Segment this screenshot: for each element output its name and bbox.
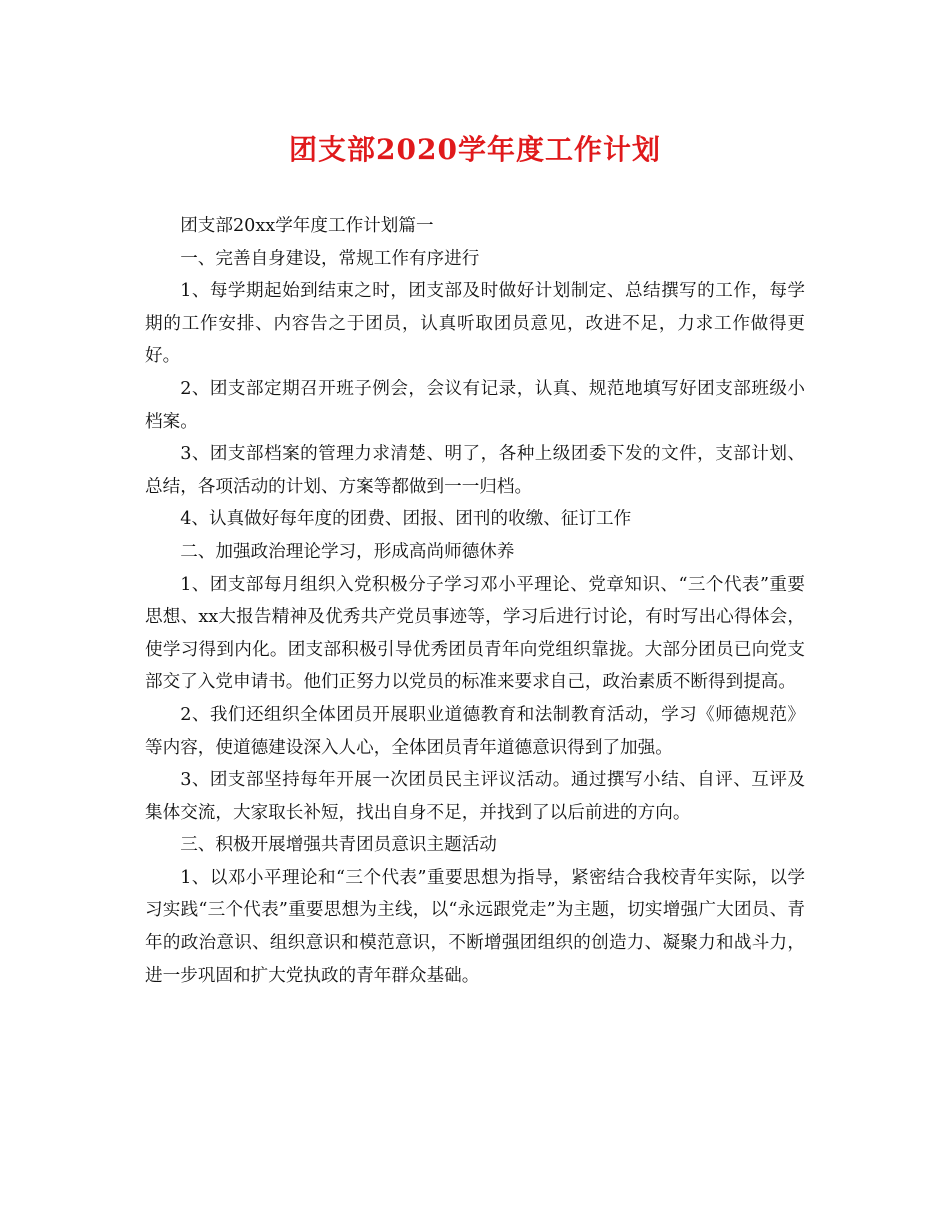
section-heading: 一、完善自身建设，常规工作有序进行 bbox=[180, 248, 480, 269]
section-heading: 二、加强政治理论学习，形成高尚师德休养 bbox=[180, 541, 515, 562]
paragraph: 1、团支部每月组织入党积极分子学习邓小平理论、党章知识、“三个代表”重要思想、xx大报告精神及优秀共产党员事迹等，学习后进行讨论，有时写出心得体会，使学习得到内化。团支部积极引导优秀团员青年向党组织靠拢。大部分团员已向党支部交了入党申请书。他们正努力以党员的标准来要求自己，政治素质不断得到提高。 bbox=[145, 574, 805, 693]
paragraph: 3、团支部坚持每年开展一次团员民主评议活动。通过撰写小结、自评、互评及集体交流，大家取长补短，找出自身不足，并找到了以后前进的方向。 bbox=[145, 770, 805, 823]
paragraph: 1、每学期起始到结束之时，团支部及时做好计划制定、总结撰写的工作，每学期的工作安排、内容告之于团员，认真听取团员意见，改进不足，力求工作做得更好。 bbox=[145, 281, 805, 367]
paragraph: 2、我们还组织全体团员开展职业道德教育和法制教育活动，学习《师德规范》等内容，使道德建设深入人心，全体团员青年道德意识得到了加强。 bbox=[145, 704, 805, 758]
paragraph: 3、团支部档案的管理力求清楚、明了，各种上级团委下发的文件，支部计划、总结，各项活动的计划、方案等都做到一一归档。 bbox=[145, 444, 805, 497]
paragraph: 团支部20xx学年度工作计划篇一 bbox=[180, 216, 434, 236]
document-body bbox=[145, 210, 805, 992]
section-heading: 三、积极开展增强共青团员意识主题活动 bbox=[180, 835, 497, 856]
document-title: 团支部2020学年度工作计划 bbox=[289, 133, 661, 166]
paragraph: 1、以邓小平理论和“三个代表”重要思想为指导，紧密结合我校青年实际，以学习实践“三个代表”重要思想为主线，以“永远跟党走”为主题，切实增强广大团员、青年的政治意识、组织意识和模范意识，不断增强团组织的创造力、凝聚力和战斗力，进一步巩固和扩大党执政的青年群众基础。 bbox=[145, 867, 805, 986]
paragraph: 2、团支部定期召开班子例会，会议有记录，认真、规范地填写好团支部班级小档案。 bbox=[145, 378, 805, 432]
paragraph: 4、认真做好每年度的团费、团报、团刊的收缴、征订工作 bbox=[180, 509, 632, 530]
